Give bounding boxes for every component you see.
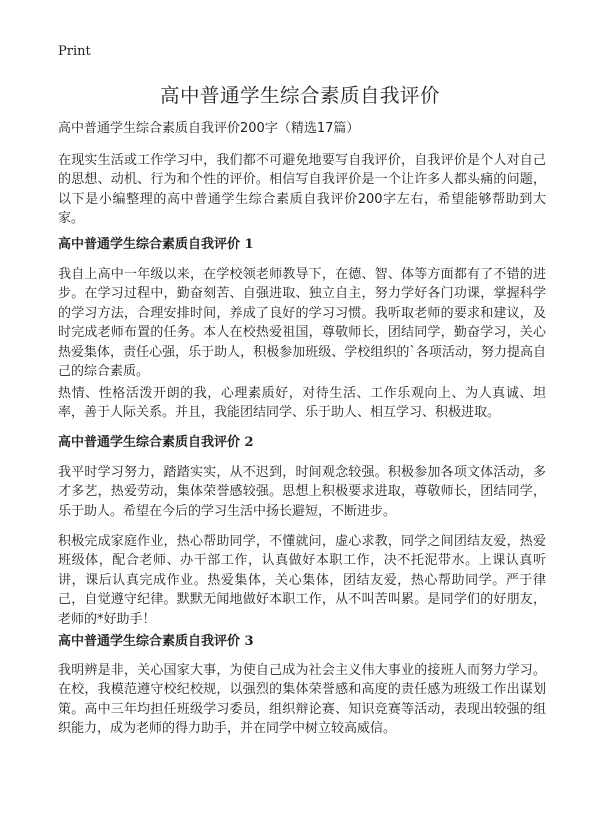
page-title: 高中普通学生综合素质自我评价 bbox=[159, 84, 440, 107]
section-heading-3: 高中普通学生综合素质自我评价 3 bbox=[58, 634, 254, 649]
section-heading-1: 高中普通学生综合素质自我评价 1 bbox=[58, 237, 254, 252]
section-1-paragraph-2: 热情、性格活泼开朗的我，心理素质好，对待生活、工作乐观向上、为人真诚、坦率，善于人际关系。并且，我能团结同学、乐于助人、相互学习、积极进取。 bbox=[58, 386, 546, 421]
section-3-paragraph-1: 我明辨是非，关心国家大事，为使自己成为社会主义伟大事业的接班人而努力学习。在校，我模范遵守校纪校规，以强烈的集体荣誉感和高度的责任感为班级工作出谋划策。高中三年均担任班级学习委员，组织辩论赛、知识竞赛等活动，表现出较强的组织能力，成为老师的得力助手，并在同学中树立较高威信。 bbox=[58, 663, 546, 737]
document-subtitle: 高中普通学生综合素质自我评价200字（精选17篇） bbox=[58, 121, 360, 136]
section-2-paragraph-1: 我平时学习努力，踏踏实实，从不迟到，时间观念较强。积极参加各项文体活动，多才多艺，热爱劳动，集体荣誉感较强。思想上积极要求进取，尊敬师长，团结同学，乐于助人。希望在今后的学习生活中扬长避短，不断进步。 bbox=[58, 465, 546, 519]
section-2-paragraph-2: 积极完成家庭作业，热心帮助同学，不懂就问，虚心求教，同学之间团结友爱，热爱班级体，配合老师、办干部工作，认真做好本职工作，决不托泥带水。上课认真听讲，课后认真完成作业。热爱集体，关心集体，团结友爱，热心帮助同学。严于律己，自觉遵守纪律。默默无闻地做好本职工作，从不叫苦叫累。是同学们的好朋友，老师的*好助手！ bbox=[58, 534, 546, 627]
intro-paragraph: 在现实生活或工作学习中，我们都不可避免地要写自我评价，自我评价是个人对自己的思想、动机、行为和个性的评价。相信写自我评价是一个让许多人都头痛的问题，以下是小编整理的高中普通学生综合素质自我评价200字左右，希望能够帮助到大家。 bbox=[58, 153, 546, 227]
print-link[interactable]: Print bbox=[58, 44, 91, 59]
section-1-paragraph-1: 我自上高中一年级以来，在学校领老师教导下，在德、智、体等方面都有了不错的进步。在学习过程中，勤奋刻苦、自强进取、独立自主，努力学好各门功课，掌握科学的学习方法，合理安排时间，养成了良好的学习习惯。我听取老师的要求和建议，及时完成老师布置的任务。本人在校热爱祖国，尊敬师长，团结同学，勤奋学习，关心热爱集体，责任心强，乐于助人，积极参加班级、学校组织的`各项活动，努力提高自己的综合素质。 bbox=[58, 267, 546, 380]
section-heading-2: 高中普通学生综合素质自我评价 2 bbox=[58, 435, 254, 450]
